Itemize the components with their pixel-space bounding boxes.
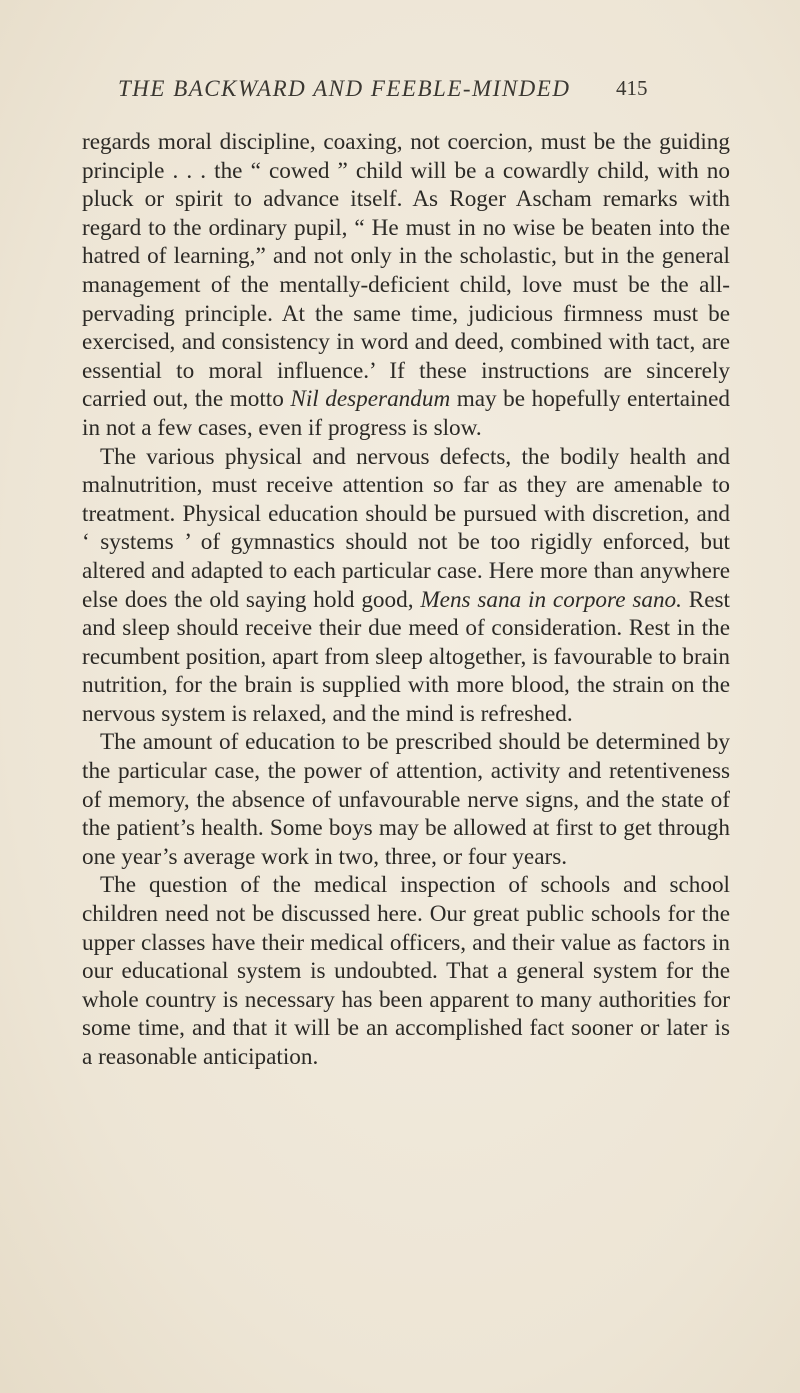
latin-saying: Mens sana in corpore sano. — [420, 586, 682, 613]
paragraph-2-text-a: The various physical and nervous defects, the bodily health and malnutrition, must receive attention so far as they are amenable to treatment. Physical education should be pursued with discretion, and ‘ systems ’ of gymnastics should not be too rigidly enforced, but altered and adapted to each particular case. Here more than anywhere else does the old saying hold good, — [82, 443, 730, 613]
paragraph-3: The amount of education to be prescribed should be determined by the particular case, the power of attention, activity and retentiveness of memory, the absence of unfavourable nerve signs, and the state of the patient’s health. Some boys may be allowed at first to get through one year’s average work in two, three, or four years. — [82, 729, 730, 870]
paragraph-1 — [82, 128, 730, 443]
paragraph-4: The question of the medical inspection of schools and school children need not be discussed here. Our great public schools for the upper classes have their medical officers, and their value as factors in our educational system is undoubted. That a general system for the whole country is necessary has been apparent to many authorities for some time, and that it will be an accomplished fact sooner or later is a reasonable anticipation. — [82, 872, 730, 1070]
latin-motto: Nil desperandum — [290, 386, 451, 413]
paragraph-2-text-b: Rest and sleep should receive their due meed of consideration. Rest in the recumbent position, apart from sleep altogether, is favourable to brain nutrition, for the brain is supplied with more blood, the strain on the nervous system is relaxed, and the mind is refreshed. — [82, 586, 731, 727]
paragraph-1-text-a: regards moral discipline, coaxing, not coercion, must be the guiding principle . . . the “ cowed ” child will be a cowardly child, with no pluck or spirit to advance itself. As Roger Ascham remarks with regard to the ordinary pupil, “ He must in no wise be beaten into the hatred of learning,” and not only in the scholastic, but in the general management of the mentally-deficient child, love must be the all-pervading principle. At the same time, judicious firmness must be exercised, and consistency in word and deed, combined with tact, are essential to moral influence.’ If these instructions are sincerely carried out, the motto — [82, 129, 730, 413]
paragraph-2 — [82, 443, 730, 729]
paragraph-1-text-b: may be hopefully entertained in not a few cases, even if progress is slow. — [82, 386, 730, 441]
body-text — [82, 128, 730, 1072]
running-title: THE BACKWARD AND FEEBLE-MINDED — [118, 76, 571, 101]
page-number: 415 — [616, 76, 648, 100]
